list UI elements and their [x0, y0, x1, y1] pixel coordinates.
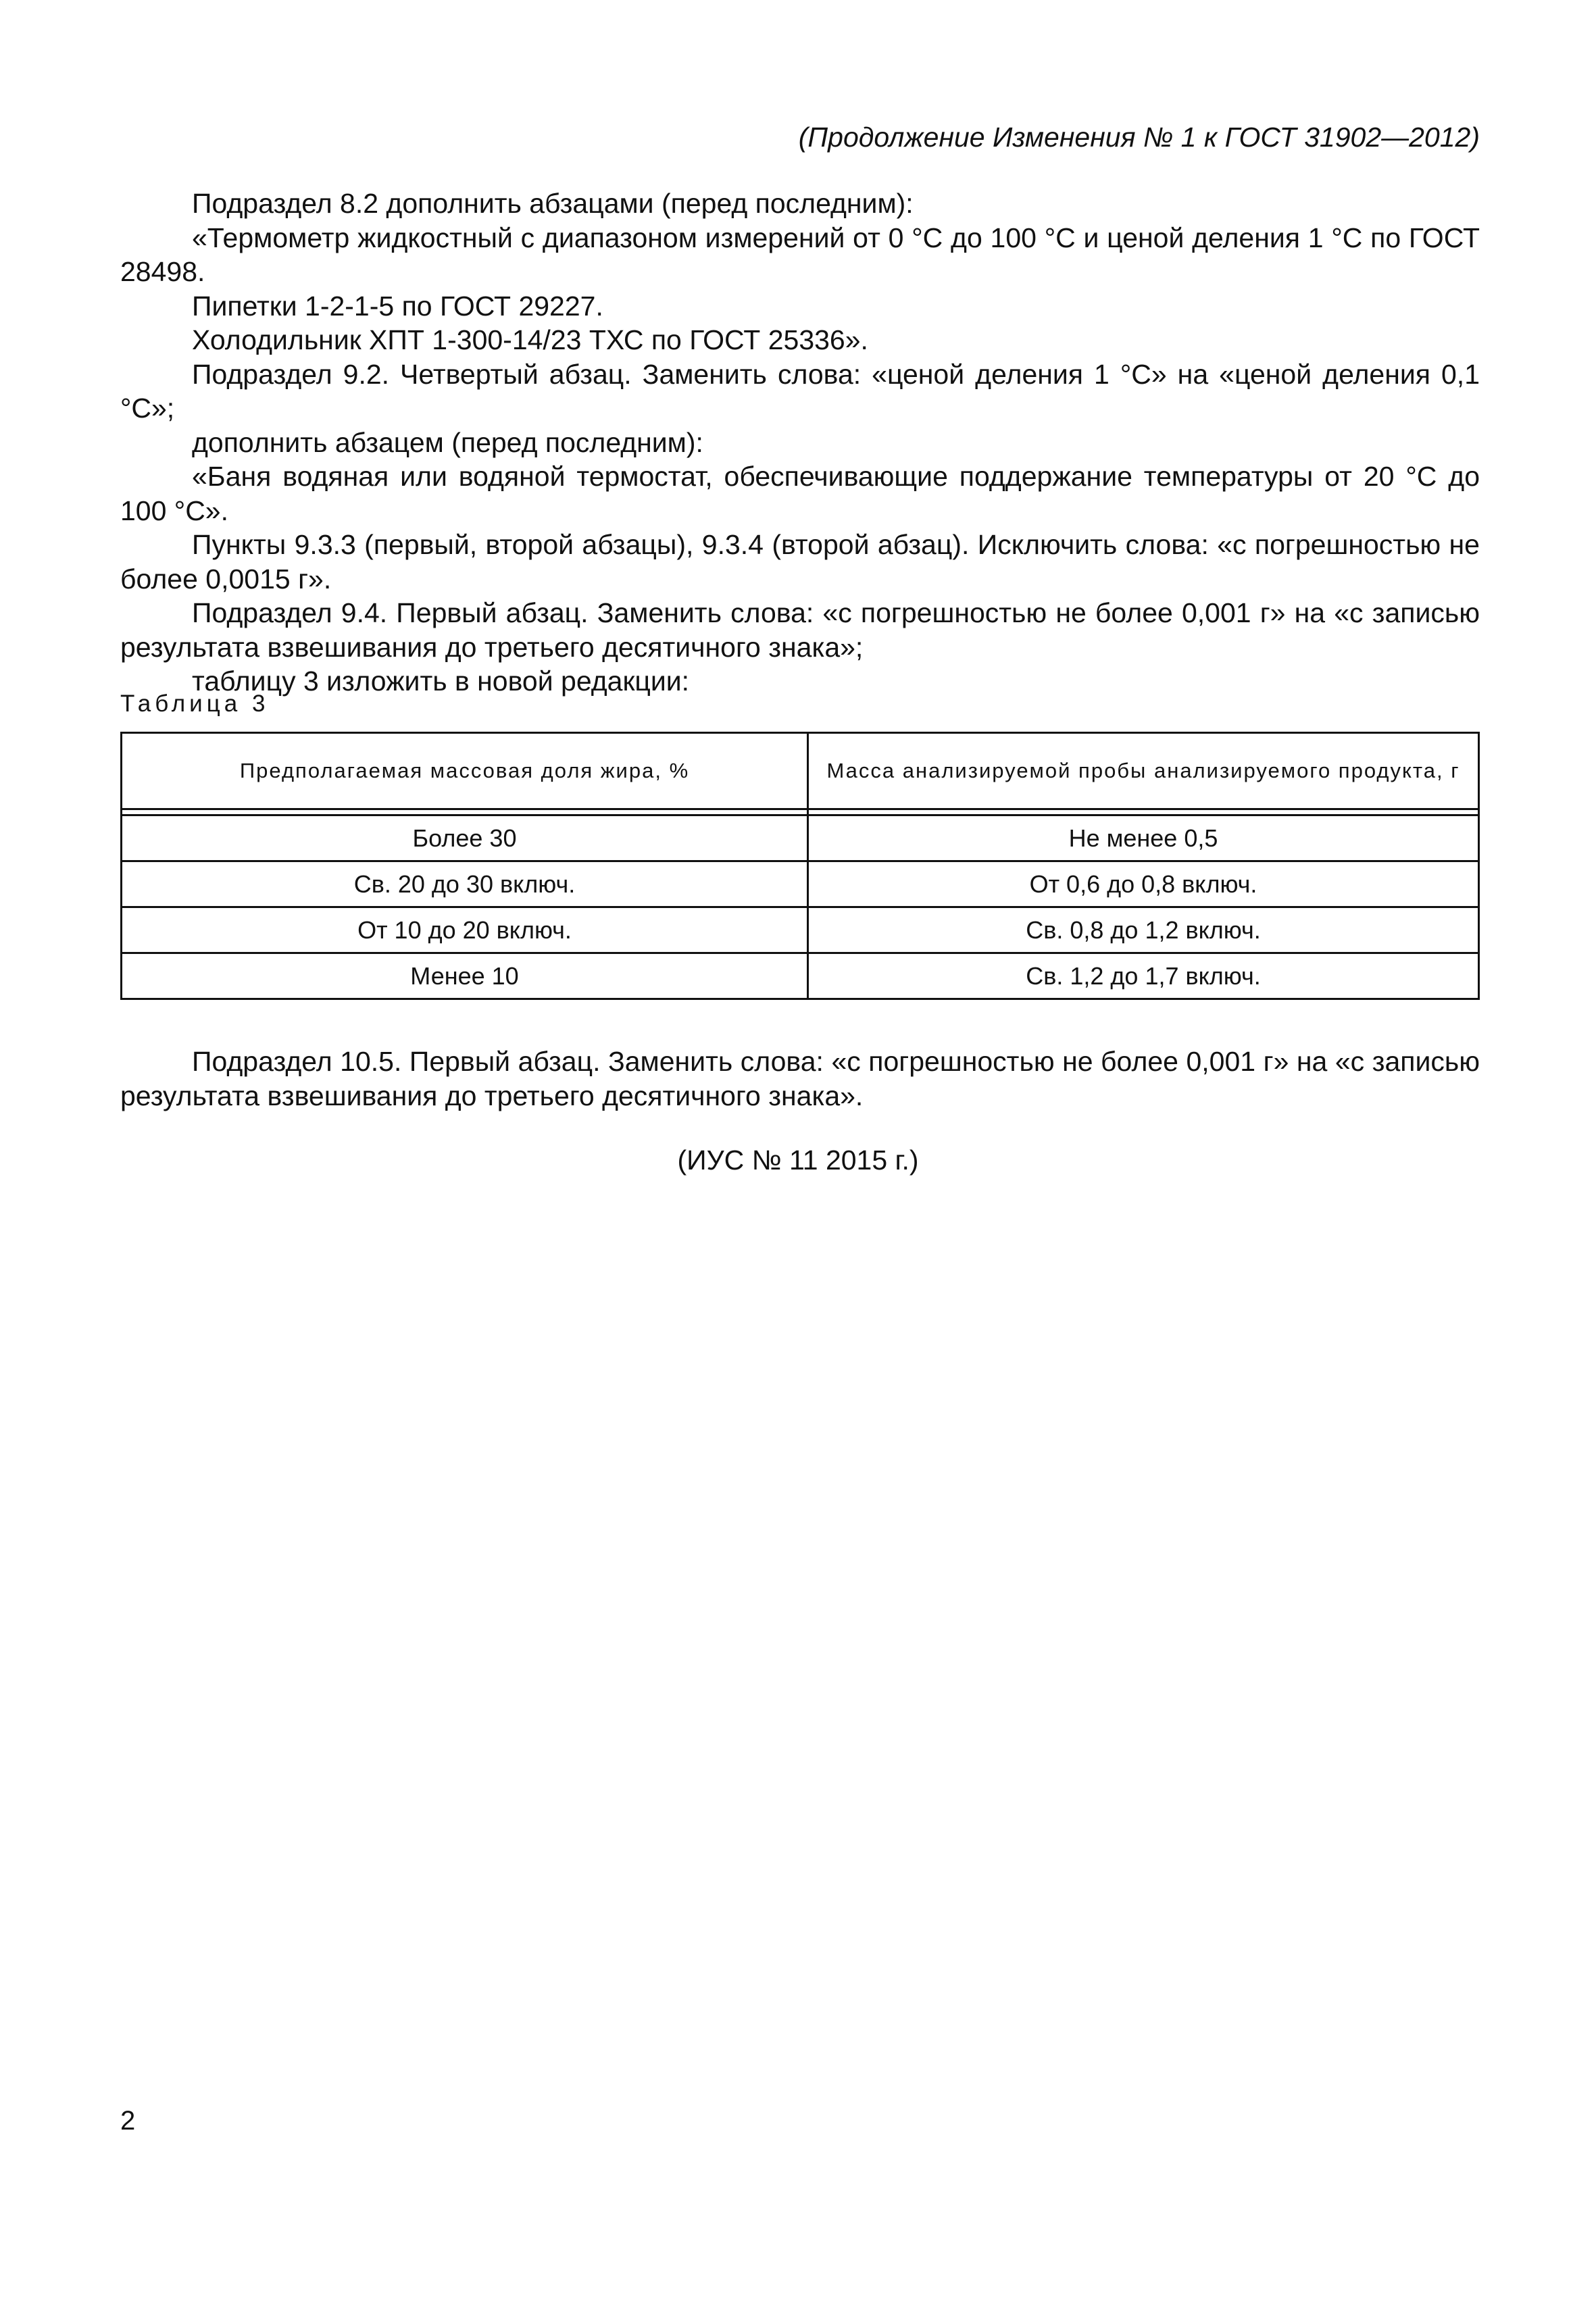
paragraph: «Термометр жидкостный с диапазоном измерений от 0 °С до 100 °С и ценой деления 1 °С по ГОСТ 28498.	[120, 222, 1480, 287]
table-cell: Св. 0,8 до 1,2 включ.	[808, 907, 1479, 953]
table-row	[122, 907, 1479, 953]
table-row	[122, 815, 1479, 861]
table-row	[122, 953, 1479, 999]
header-cell-fat-share: Предполагаемая массовая доля жира, %	[122, 733, 808, 809]
paragraph: Подраздел 9.4. Первый абзац. Заменить слова: «с погрешностью не более 0,001 г» на «с записью результата взвешивания до третьего десятичного знака»;	[120, 597, 1480, 663]
table-cell: Не менее 0,5	[808, 815, 1479, 861]
paragraph: Пункты 9.3.3 (первый, второй абзацы), 9.3.4 (второй абзац). Исключить слова: «с погрешностью не более 0,0015 г».	[120, 529, 1480, 595]
table-caption: Таблица 3	[120, 690, 270, 717]
paragraph: Подраздел 8.2 дополнить абзацами (перед последним):	[192, 188, 914, 219]
paragraph: Пипетки 1-2-1-5 по ГОСТ 29227.	[192, 290, 603, 322]
header-separator-row	[122, 809, 1479, 815]
table-3	[120, 732, 1480, 1000]
separator-cell	[122, 809, 808, 815]
table-cell: Менее 10	[122, 953, 808, 999]
paragraph: таблицу 3 изложить в новой редакции:	[192, 665, 690, 697]
paragraph: «Баня водяная или водяной термостат, обеспечивающие поддержание температуры от 20 °С до 100 °С».	[120, 461, 1480, 526]
document-body	[120, 186, 1480, 699]
paragraph: дополнить абзацем (перед последним):	[192, 426, 703, 458]
table-cell: Более 30	[122, 815, 808, 861]
page-number: 2	[120, 2106, 136, 2136]
separator-cell	[808, 809, 1479, 815]
paragraph: Подраздел 9.2. Четвертый абзац. Заменить слова: «ценой деления 1 °С» на «ценой деления 0,1 °С»;	[120, 358, 1480, 424]
table-cell: Св. 1,2 до 1,7 включ.	[808, 953, 1479, 999]
table-cell: Св. 20 до 30 включ.	[122, 861, 808, 907]
table-cell: От 0,6 до 0,8 включ.	[808, 861, 1479, 907]
paragraph-after-table: Подраздел 10.5. Первый абзац. Заменить слова: «с погрешностью не более 0,001 г» на «с записью результата взвешивания до третьего десятичного знака».	[120, 1046, 1480, 1111]
table-cell: От 10 до 20 включ.	[122, 907, 808, 953]
paragraph: Холодильник ХПТ 1-300-14/23 ТХС по ГОСТ 25336».	[192, 324, 868, 355]
header-cell-sample-mass: Масса анализируемой пробы анализируемого продукта, г	[808, 733, 1479, 809]
ius-reference: (ИУС № 11 2015 г.)	[677, 1145, 919, 1176]
table-header-row	[122, 733, 1479, 809]
table-row	[122, 861, 1479, 907]
running-header: (Продолжение Изменения № 1 к ГОСТ 31902—2012)	[798, 122, 1480, 153]
